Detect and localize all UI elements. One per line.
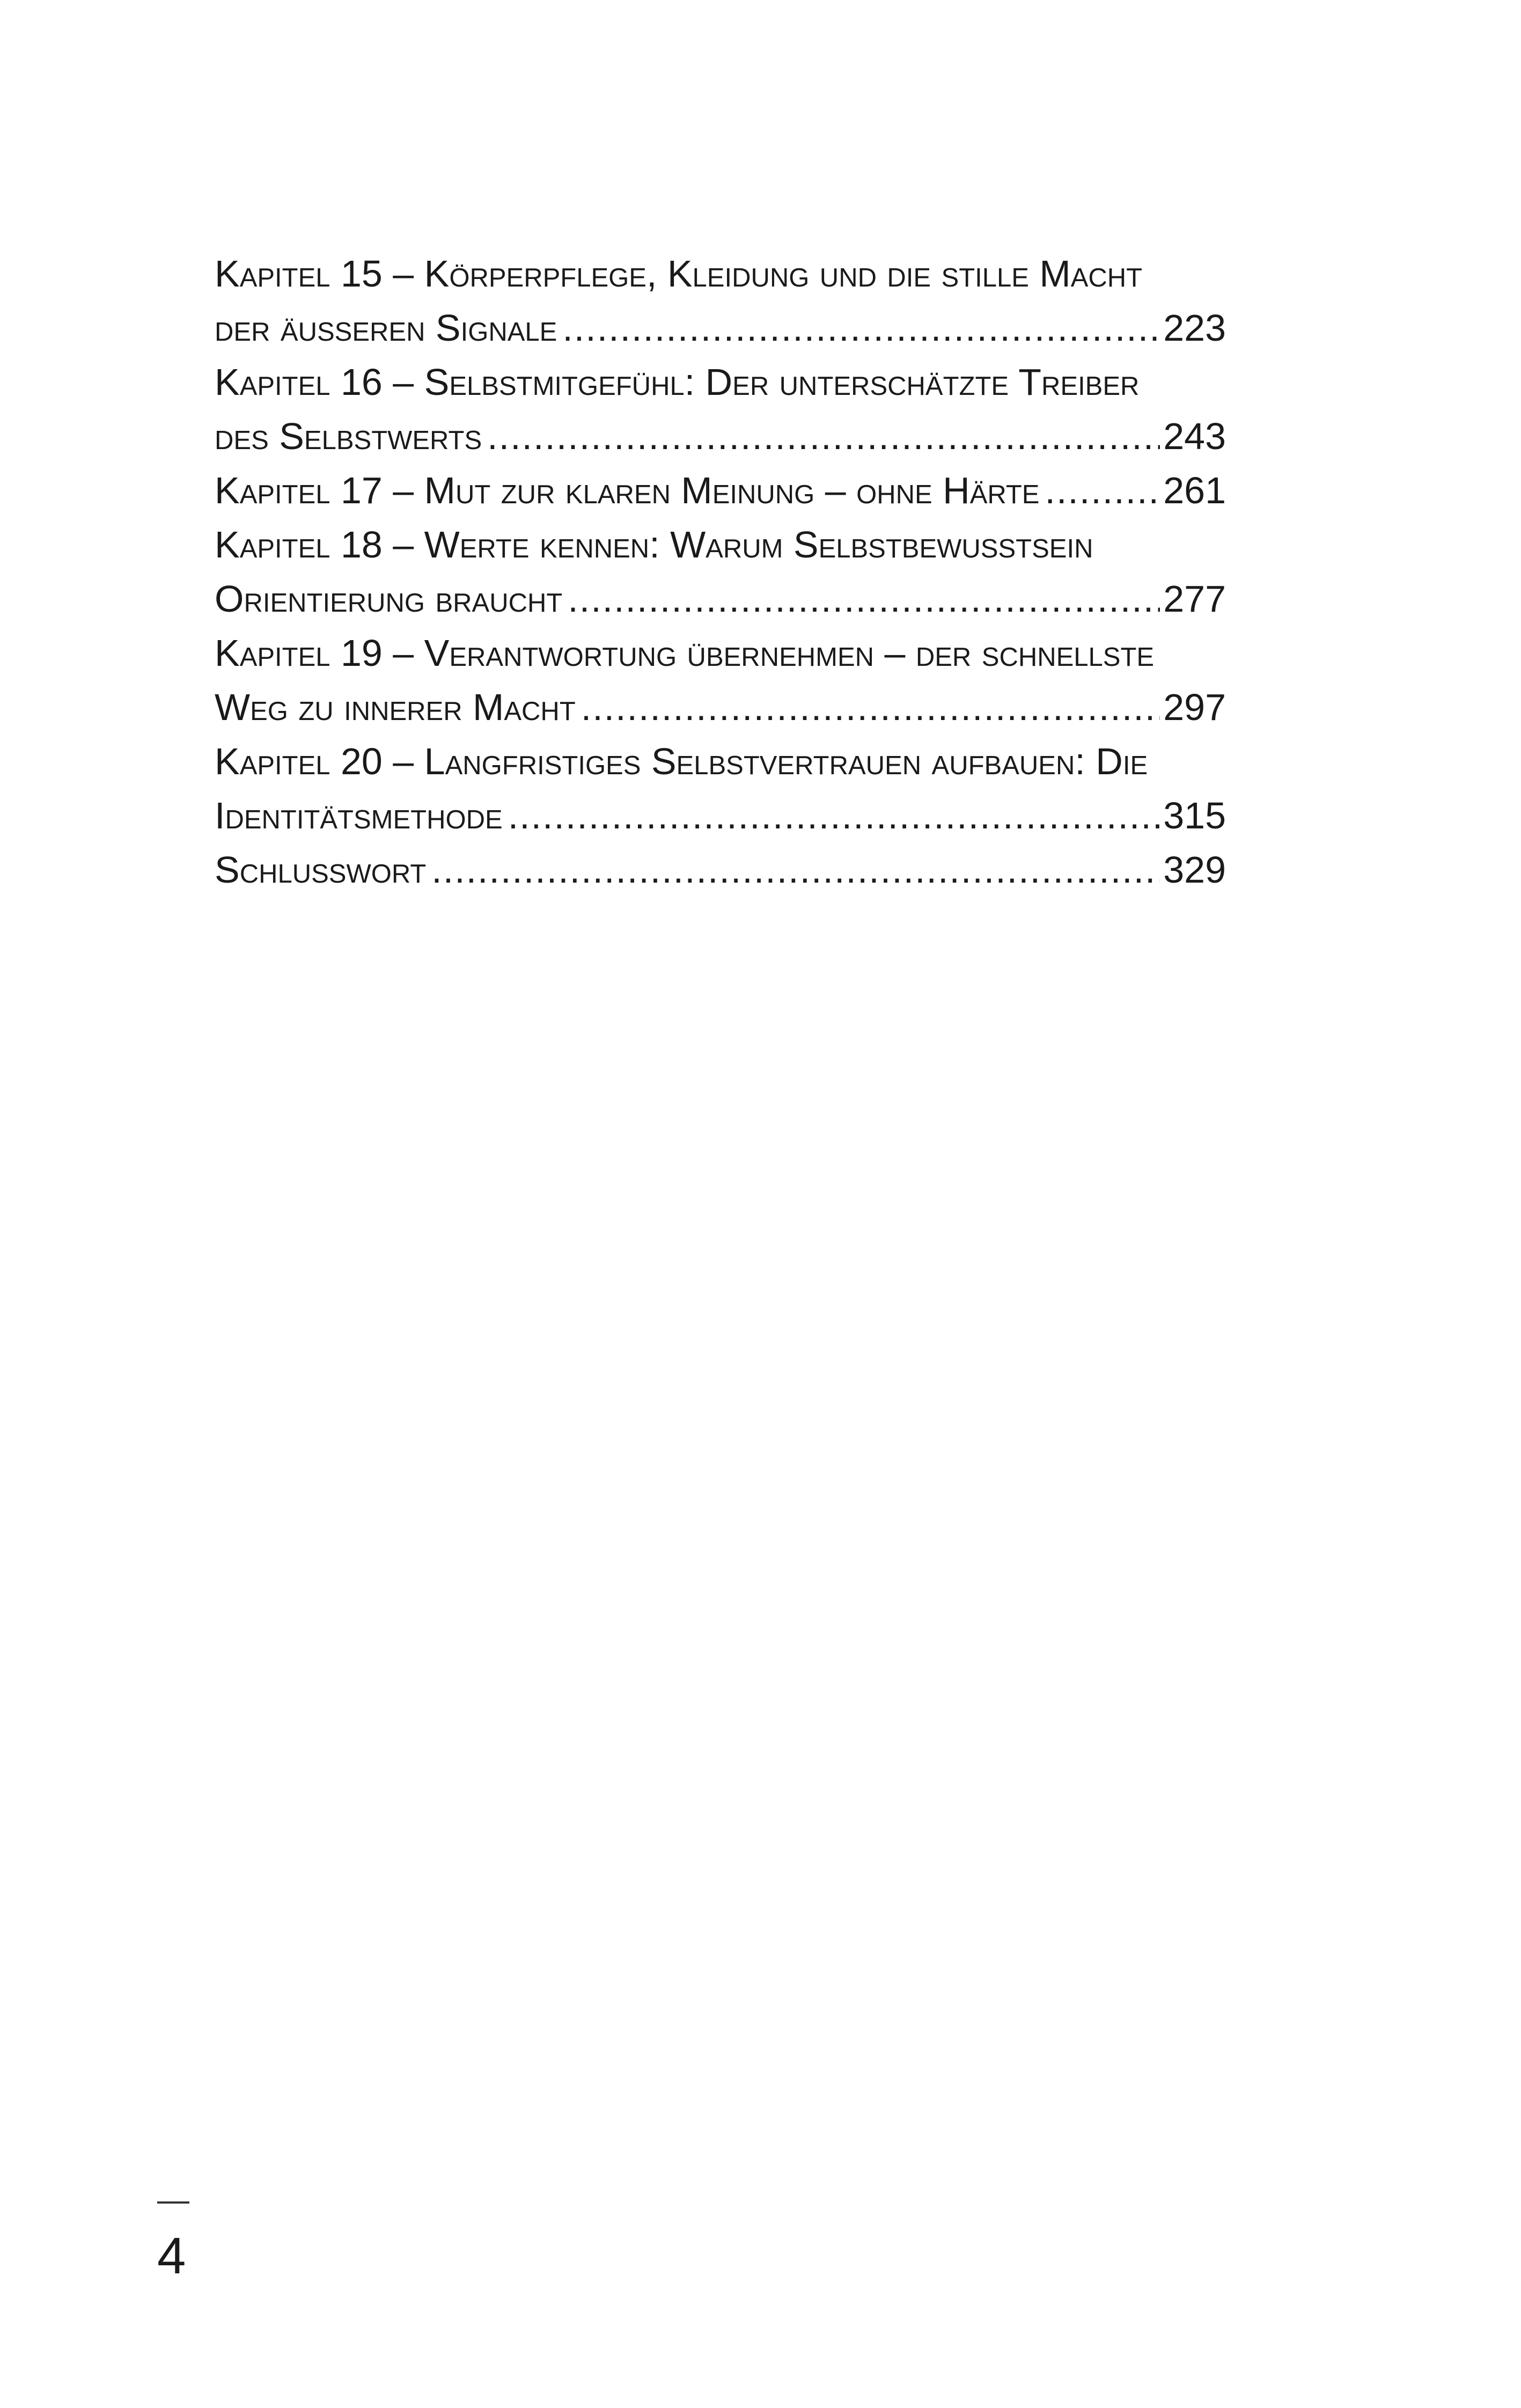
toc-entry-final-line <box>215 843 1226 897</box>
toc-entry-title-end: Kapitel 17 – Mut zur klaren Meinung – ohne Härte <box>215 469 1040 511</box>
toc-entry-final-line <box>215 409 1226 464</box>
toc-entry-title-end: der äußeren Signale <box>215 307 557 349</box>
toc-entry-final-line <box>215 464 1226 518</box>
page-number: 4 <box>157 2227 186 2285</box>
footer-rule <box>157 2201 189 2204</box>
toc-entry-kapitel-19[interactable] <box>215 626 1226 735</box>
toc-entry-title-end: Schlusswort <box>215 849 427 891</box>
toc-entry-title-line: Kapitel 18 – Werte kennen: Warum Selbstbewusstsein <box>215 524 1093 566</box>
toc-entry-title-line: Kapitel 15 – Körperpflege, Kleidung und die stille Macht <box>215 253 1143 295</box>
toc-entry-final-line <box>215 680 1226 735</box>
dot-leader <box>568 572 1160 626</box>
toc-entry-final-line <box>215 572 1226 626</box>
dot-leader <box>1045 464 1160 518</box>
dot-leader <box>581 680 1160 735</box>
dot-leader <box>562 301 1160 355</box>
toc-entry-final-line <box>215 789 1226 843</box>
toc-entry-kapitel-16[interactable] <box>215 355 1226 464</box>
toc-entry-schlusswort[interactable] <box>215 843 1226 897</box>
toc-entry-title-end: des Selbstwerts <box>215 415 482 457</box>
toc-entry-title-line: Kapitel 16 – Selbstmitgefühl: Der unterschätzte Treiber <box>215 361 1140 403</box>
toc-page-number: 297 <box>1163 686 1226 728</box>
toc-page-number: 277 <box>1163 578 1226 620</box>
toc-entry-kapitel-15[interactable] <box>215 247 1226 355</box>
toc-entry-final-line <box>215 301 1226 355</box>
toc-entry-title-line: Kapitel 20 – Langfristiges Selbstvertrauen aufbauen: Die <box>215 740 1148 782</box>
toc-page-number: 261 <box>1163 469 1226 511</box>
toc-page-number: 223 <box>1163 307 1226 349</box>
toc-page-number: 315 <box>1163 795 1226 836</box>
dot-leader <box>508 789 1160 843</box>
toc-entry-title-end: Identitätsmethode <box>215 795 503 836</box>
table-of-contents <box>215 247 1226 897</box>
toc-entry-title-end: Orientierung braucht <box>215 578 563 620</box>
toc-page-number: 329 <box>1163 849 1226 891</box>
toc-entry-title-line: Kapitel 19 – Verantwortung übernehmen – der schnellste <box>215 632 1155 674</box>
toc-entry-kapitel-17[interactable] <box>215 464 1226 518</box>
toc-page-number: 243 <box>1163 415 1226 457</box>
dot-leader <box>487 409 1160 464</box>
toc-entry-title-end: Weg zu innerer Macht <box>215 686 576 728</box>
dot-leader <box>431 843 1160 897</box>
toc-entry-kapitel-18[interactable] <box>215 518 1226 626</box>
toc-entry-kapitel-20[interactable] <box>215 735 1226 843</box>
